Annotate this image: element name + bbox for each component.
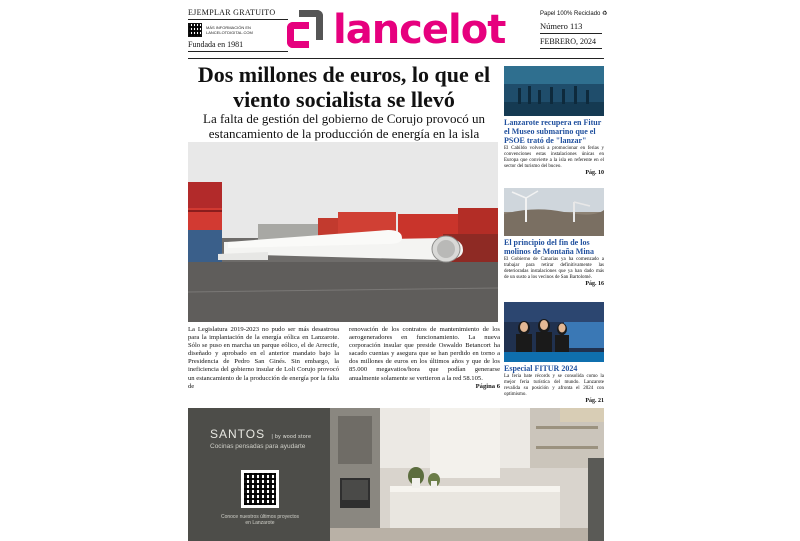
body-column-2-text: renovación de los contratos de mantenimiento de los aerogeneradores en funcionamiento. La nueva corporación insular que preside Oswaldo Betancort ha sacado cuentas y asegura que se han perdido en torno a dos millones de euros en los últimos años y que de los 85.000 megavatios/hora que podían generarse anualmente solamente se vertieron a la red 58.105. [349, 326, 500, 382]
sidebar-story-1-page[interactable]: Pág. 10 [585, 170, 604, 176]
main-subhead: La falta de gestión del gobierno de Corujo provocó un estancamiento de la producción de energía en la isla [203, 111, 485, 141]
fitur-event-photo [504, 302, 604, 362]
info-text [206, 25, 253, 35]
kitchen-advertisement[interactable] [188, 408, 604, 541]
sidebar-story-3-text: La feria bate récords y se consolida como la mejor feria turística del mundo. Lanzarote revalida su posición y afronta el 2024 con optimismo. [504, 374, 604, 397]
sidebar-story-2-page[interactable]: Pág. 16 [585, 281, 604, 287]
sidebar-story-3[interactable] [504, 302, 604, 404]
sidebar-story-1[interactable] [504, 66, 604, 176]
main-story-photo[interactable] [188, 142, 498, 322]
sidebar-story-2-title[interactable]: El principio del fin de los molinos de Montaña Mina [504, 238, 595, 256]
logo-mark-icon [287, 10, 327, 50]
page-reference[interactable]: Página 6 [475, 382, 500, 390]
sidebar-story-3-page[interactable]: Pág. 21 [585, 398, 604, 404]
masthead-left [188, 8, 288, 52]
masthead-divider [188, 58, 604, 59]
ad-brand-name: SANTOS [210, 427, 266, 441]
main-headline[interactable]: Dos millones de euros, lo que el viento socialista se llevó [197, 62, 491, 112]
founded-label: Fundada en 1981 [188, 40, 288, 52]
sidebar-story-3-title[interactable]: Especial FITUR 2024 [504, 364, 578, 373]
kitchen-photo [330, 408, 604, 541]
main-story-body [188, 326, 500, 406]
info-line-1: MÁS INFORMACIÓN EN [206, 25, 251, 30]
qr-code-icon [188, 23, 202, 37]
ad-brand [210, 427, 311, 441]
sidebar-story-2[interactable] [504, 188, 604, 287]
ad-brand-panel [188, 408, 330, 541]
sidebar-story-1-title[interactable]: Lanzarote recupera en Fitur el Museo submarino que el PSOE trató de "lanzar" [504, 118, 602, 145]
recycled-paper-label: Papel 100% Reciclado ♻ [540, 11, 608, 17]
underwater-museum-photo [504, 66, 604, 116]
ad-tagline: Cocinas pensadas para ayudarte [210, 443, 306, 450]
newspaper-logo[interactable] [287, 8, 505, 52]
issue-number: Número 113 [540, 21, 602, 34]
issue-date: FEBRERO, 2024 [540, 37, 602, 49]
ad-qr-code-icon[interactable] [241, 470, 279, 508]
body-column-1: La Legislatura 2019-2023 no pudo ser más desastrosa para la implantación de la energía eólica en Lanzarote. Sólo se puso en marcha un parque eólico, el de Arrecife, diseñado y aprobado en el anterior mandato bajo la Presidencia de Pedro San Ginés. Sin embargo, la ineficiencia del gobierno insular de Loli Corujo provocó un estancamiento de la producción de energía por la falta de [188, 326, 339, 390]
body-column-2 [349, 326, 500, 406]
info-line-2: LANCELOTDIGITAL.COM [206, 30, 253, 35]
windmills-photo [504, 188, 604, 236]
free-copy-label: EJEMPLAR GRATUITO [188, 8, 288, 20]
masthead-right [540, 10, 608, 49]
logo-wordmark: lancelot [333, 7, 506, 53]
ad-call-to-action: Conoce nuestros últimos proyectos en Lanzarote [220, 514, 300, 526]
info-row [188, 23, 288, 37]
turbine-blades-image [188, 142, 498, 322]
sidebar-story-1-text: El Cabildo volverá a promocionar en ferias y convenciones estas instalaciones únicas en Europa que convierte a la isla en referente en el sector del turismo del buceo. [504, 146, 604, 169]
sidebar-story-2-text: El Gobierno de Canarias ya ha comenzado a trabajar para retirar definitivamente las deterioradas instalaciones que ya han dado más de un susto a los vecinos de San Bartolomé. [504, 257, 604, 280]
ad-brand-suffix: | by wood store [271, 434, 312, 440]
